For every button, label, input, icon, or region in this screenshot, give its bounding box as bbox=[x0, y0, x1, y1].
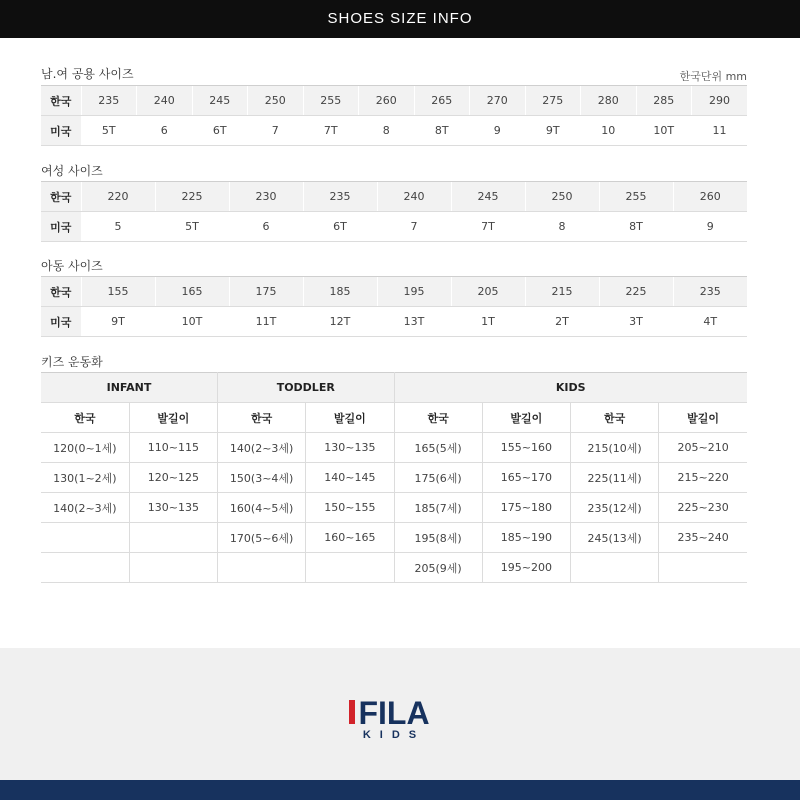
unit-note: 한국단위 mm bbox=[679, 70, 747, 83]
table-cell: 150~155 bbox=[306, 493, 394, 523]
women-section-title: 여성 사이즈 bbox=[41, 164, 103, 178]
group-header-infant: INFANT bbox=[41, 373, 218, 403]
table-cell: 110~115 bbox=[129, 433, 217, 463]
table-cell: 230 bbox=[229, 182, 303, 212]
logo-red-accent bbox=[349, 700, 355, 724]
table-cell: 11T bbox=[229, 307, 303, 337]
table-cell: 130~135 bbox=[129, 493, 217, 523]
footer-bottom-bar bbox=[0, 780, 800, 800]
table-cell: 175(6세) bbox=[394, 463, 482, 493]
table-cell: 165 bbox=[155, 277, 229, 307]
column-header: 발길이 bbox=[659, 403, 747, 433]
table-cell: 240 bbox=[377, 182, 451, 212]
column-header: 발길이 bbox=[482, 403, 570, 433]
table-cell: 5 bbox=[81, 212, 155, 242]
table-cell: 270 bbox=[470, 86, 526, 116]
table-cell: 205 bbox=[451, 277, 525, 307]
table-cell bbox=[41, 523, 129, 553]
row-label-kr: 한국 bbox=[41, 277, 81, 307]
table-cell: 8 bbox=[359, 116, 415, 146]
table-cell: 215(10세) bbox=[571, 433, 659, 463]
table-cell: 240 bbox=[137, 86, 193, 116]
table-cell: 120~125 bbox=[129, 463, 217, 493]
table-row bbox=[41, 403, 747, 433]
table-cell: 255 bbox=[599, 182, 673, 212]
table-cell: 10 bbox=[581, 116, 637, 146]
table-cell: 120(0~1세) bbox=[41, 433, 129, 463]
table-cell: 280 bbox=[581, 86, 637, 116]
table-cell: 205~210 bbox=[659, 433, 747, 463]
table-cell: 185(7세) bbox=[394, 493, 482, 523]
table-cell: 155~160 bbox=[482, 433, 570, 463]
table-cell: 185 bbox=[303, 277, 377, 307]
table-row bbox=[41, 463, 747, 493]
row-label-us: 미국 bbox=[41, 212, 81, 242]
logo-brand-text: FILA bbox=[358, 695, 430, 731]
kids-shoes-section-title: 키즈 운동화 bbox=[41, 355, 103, 369]
table-cell: 235 bbox=[673, 277, 747, 307]
table-cell: 225 bbox=[155, 182, 229, 212]
table-cell: 225 bbox=[599, 277, 673, 307]
table-cell: 260 bbox=[359, 86, 415, 116]
table-cell: 235 bbox=[303, 182, 377, 212]
table-cell: 6T bbox=[303, 212, 377, 242]
table-cell: 290 bbox=[692, 86, 748, 116]
table-cell bbox=[571, 553, 659, 583]
table-cell: 155 bbox=[81, 277, 155, 307]
table-cell: 8T bbox=[414, 116, 470, 146]
unisex-size-table bbox=[41, 85, 747, 146]
table-cell bbox=[659, 553, 747, 583]
table-row bbox=[41, 212, 747, 242]
table-cell: 1T bbox=[451, 307, 525, 337]
table-cell: 8T bbox=[599, 212, 673, 242]
table-cell: 7 bbox=[248, 116, 304, 146]
table-cell: 140~145 bbox=[306, 463, 394, 493]
column-header: 발길이 bbox=[306, 403, 394, 433]
table-cell: 130~135 bbox=[306, 433, 394, 463]
table-cell: 195~200 bbox=[482, 553, 570, 583]
table-cell: 165(5세) bbox=[394, 433, 482, 463]
table-cell: 160~165 bbox=[306, 523, 394, 553]
table-cell bbox=[306, 553, 394, 583]
table-cell: 225~230 bbox=[659, 493, 747, 523]
table-cell: 220 bbox=[81, 182, 155, 212]
table-cell: 13T bbox=[377, 307, 451, 337]
table-row bbox=[41, 182, 747, 212]
table-cell: 160(4~5세) bbox=[218, 493, 306, 523]
table-cell: 9 bbox=[470, 116, 526, 146]
table-cell: 7T bbox=[451, 212, 525, 242]
table-cell: 195(8세) bbox=[394, 523, 482, 553]
table-cell: 7 bbox=[377, 212, 451, 242]
logo-sub-text: KIDS bbox=[362, 729, 426, 740]
table-cell: 6 bbox=[137, 116, 193, 146]
table-cell: 7T bbox=[303, 116, 359, 146]
row-label-us: 미국 bbox=[41, 307, 81, 337]
table-row bbox=[41, 307, 747, 337]
table-cell: 255 bbox=[303, 86, 359, 116]
row-label-us: 미국 bbox=[41, 116, 81, 146]
table-cell: 150(3~4세) bbox=[218, 463, 306, 493]
table-cell: 235(12세) bbox=[571, 493, 659, 523]
column-header: 한국 bbox=[218, 403, 306, 433]
page-header bbox=[0, 0, 800, 38]
table-row bbox=[41, 116, 747, 146]
column-header: 발길이 bbox=[129, 403, 217, 433]
table-cell: 140(2~3세) bbox=[41, 493, 129, 523]
table-cell: 175~180 bbox=[482, 493, 570, 523]
group-header-kids: KIDS bbox=[394, 373, 747, 403]
table-cell: 245 bbox=[451, 182, 525, 212]
page-title: SHOES SIZE INFO bbox=[327, 10, 473, 27]
table-cell: 250 bbox=[525, 182, 599, 212]
table-cell: 245 bbox=[192, 86, 248, 116]
table-row bbox=[41, 493, 747, 523]
table-cell: 2T bbox=[525, 307, 599, 337]
table-cell: 185~190 bbox=[482, 523, 570, 553]
table-cell: 6 bbox=[229, 212, 303, 242]
table-cell: 4T bbox=[673, 307, 747, 337]
table-cell: 195 bbox=[377, 277, 451, 307]
table-cell: 235~240 bbox=[659, 523, 747, 553]
children-size-table bbox=[41, 276, 747, 337]
table-cell: 170(5~6세) bbox=[218, 523, 306, 553]
table-cell: 245(13세) bbox=[571, 523, 659, 553]
table-row bbox=[41, 86, 747, 116]
table-cell: 275 bbox=[525, 86, 581, 116]
table-cell: 215 bbox=[525, 277, 599, 307]
table-cell: 140(2~3세) bbox=[218, 433, 306, 463]
table-cell: 9T bbox=[525, 116, 581, 146]
table-cell: 10T bbox=[636, 116, 692, 146]
table-cell: 3T bbox=[599, 307, 673, 337]
table-cell: 5T bbox=[81, 116, 137, 146]
table-cell bbox=[218, 553, 306, 583]
women-size-table bbox=[41, 181, 747, 242]
table-cell: 260 bbox=[673, 182, 747, 212]
table-row bbox=[41, 553, 747, 583]
row-label-kr: 한국 bbox=[41, 86, 81, 116]
unisex-section-title: 남.여 공용 사이즈 bbox=[41, 67, 134, 81]
table-cell: 225(11세) bbox=[571, 463, 659, 493]
table-row bbox=[41, 373, 747, 403]
table-row bbox=[41, 523, 747, 553]
table-cell: 11 bbox=[692, 116, 748, 146]
table-cell: 165~170 bbox=[482, 463, 570, 493]
table-cell: 265 bbox=[414, 86, 470, 116]
table-cell: 250 bbox=[248, 86, 304, 116]
table-cell: 235 bbox=[81, 86, 137, 116]
table-cell: 215~220 bbox=[659, 463, 747, 493]
table-cell: 10T bbox=[155, 307, 229, 337]
table-cell: 175 bbox=[229, 277, 303, 307]
table-cell: 285 bbox=[636, 86, 692, 116]
group-header-toddler: TODDLER bbox=[218, 373, 395, 403]
table-cell bbox=[129, 523, 217, 553]
children-section-title: 아동 사이즈 bbox=[41, 259, 103, 273]
table-cell: 205(9세) bbox=[394, 553, 482, 583]
table-cell: 9 bbox=[673, 212, 747, 242]
table-cell: 8 bbox=[525, 212, 599, 242]
column-header: 한국 bbox=[571, 403, 659, 433]
table-row bbox=[41, 277, 747, 307]
table-cell: 6T bbox=[192, 116, 248, 146]
column-header: 한국 bbox=[41, 403, 129, 433]
table-cell bbox=[129, 553, 217, 583]
kids-shoes-table bbox=[41, 372, 747, 583]
row-label-kr: 한국 bbox=[41, 182, 81, 212]
table-row bbox=[41, 433, 747, 463]
fila-kids-logo bbox=[349, 694, 439, 740]
table-cell: 12T bbox=[303, 307, 377, 337]
table-cell bbox=[41, 553, 129, 583]
table-cell: 130(1~2세) bbox=[41, 463, 129, 493]
column-header: 한국 bbox=[394, 403, 482, 433]
table-cell: 9T bbox=[81, 307, 155, 337]
table-cell: 5T bbox=[155, 212, 229, 242]
